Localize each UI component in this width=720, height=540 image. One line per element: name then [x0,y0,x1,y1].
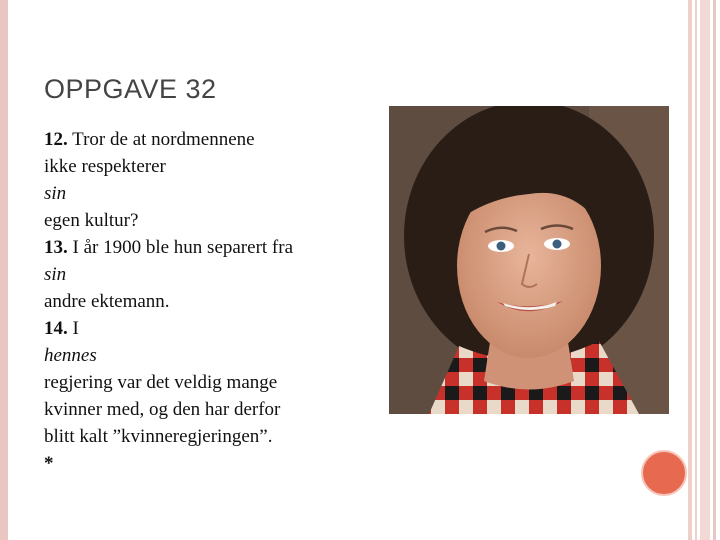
question-text: I [72,318,79,339]
right-border-stripe [688,0,692,540]
question-text: I år 1900 ble hun separert fra [72,237,294,258]
right-border-stripe [700,0,710,540]
question-13-line [44,234,364,261]
body-line: egen kultur? [44,210,139,231]
body-line: ikke respekterer [44,156,166,177]
footnote-asterisk: * [44,453,54,474]
right-border-stripe [713,0,716,540]
slide-title: OPPGAVE 32 [44,74,217,104]
italic-word: sin [44,183,67,204]
body-line: blitt kalt ”kvinneregjeringen”. [44,426,273,447]
right-border-stripe [695,0,697,540]
body-line: andre ektemann. [44,291,170,312]
question-12-line [44,126,364,153]
italic-word: sin [44,264,67,285]
question-number: 14. [44,318,68,339]
question-14-line [44,315,364,342]
body-line: kvinner med, og den har derfor [44,399,281,420]
left-border-stripe [0,0,8,540]
question-number: 13. [44,237,68,258]
body-line: regjering var det veldig mange [44,372,278,393]
portrait-photo [389,106,669,414]
question-text: Tror de at nordmennene [72,129,255,150]
question-number: 12. [44,129,68,150]
decorative-circle [641,450,687,496]
italic-word: hennes [44,345,97,366]
slide-body [44,126,364,477]
